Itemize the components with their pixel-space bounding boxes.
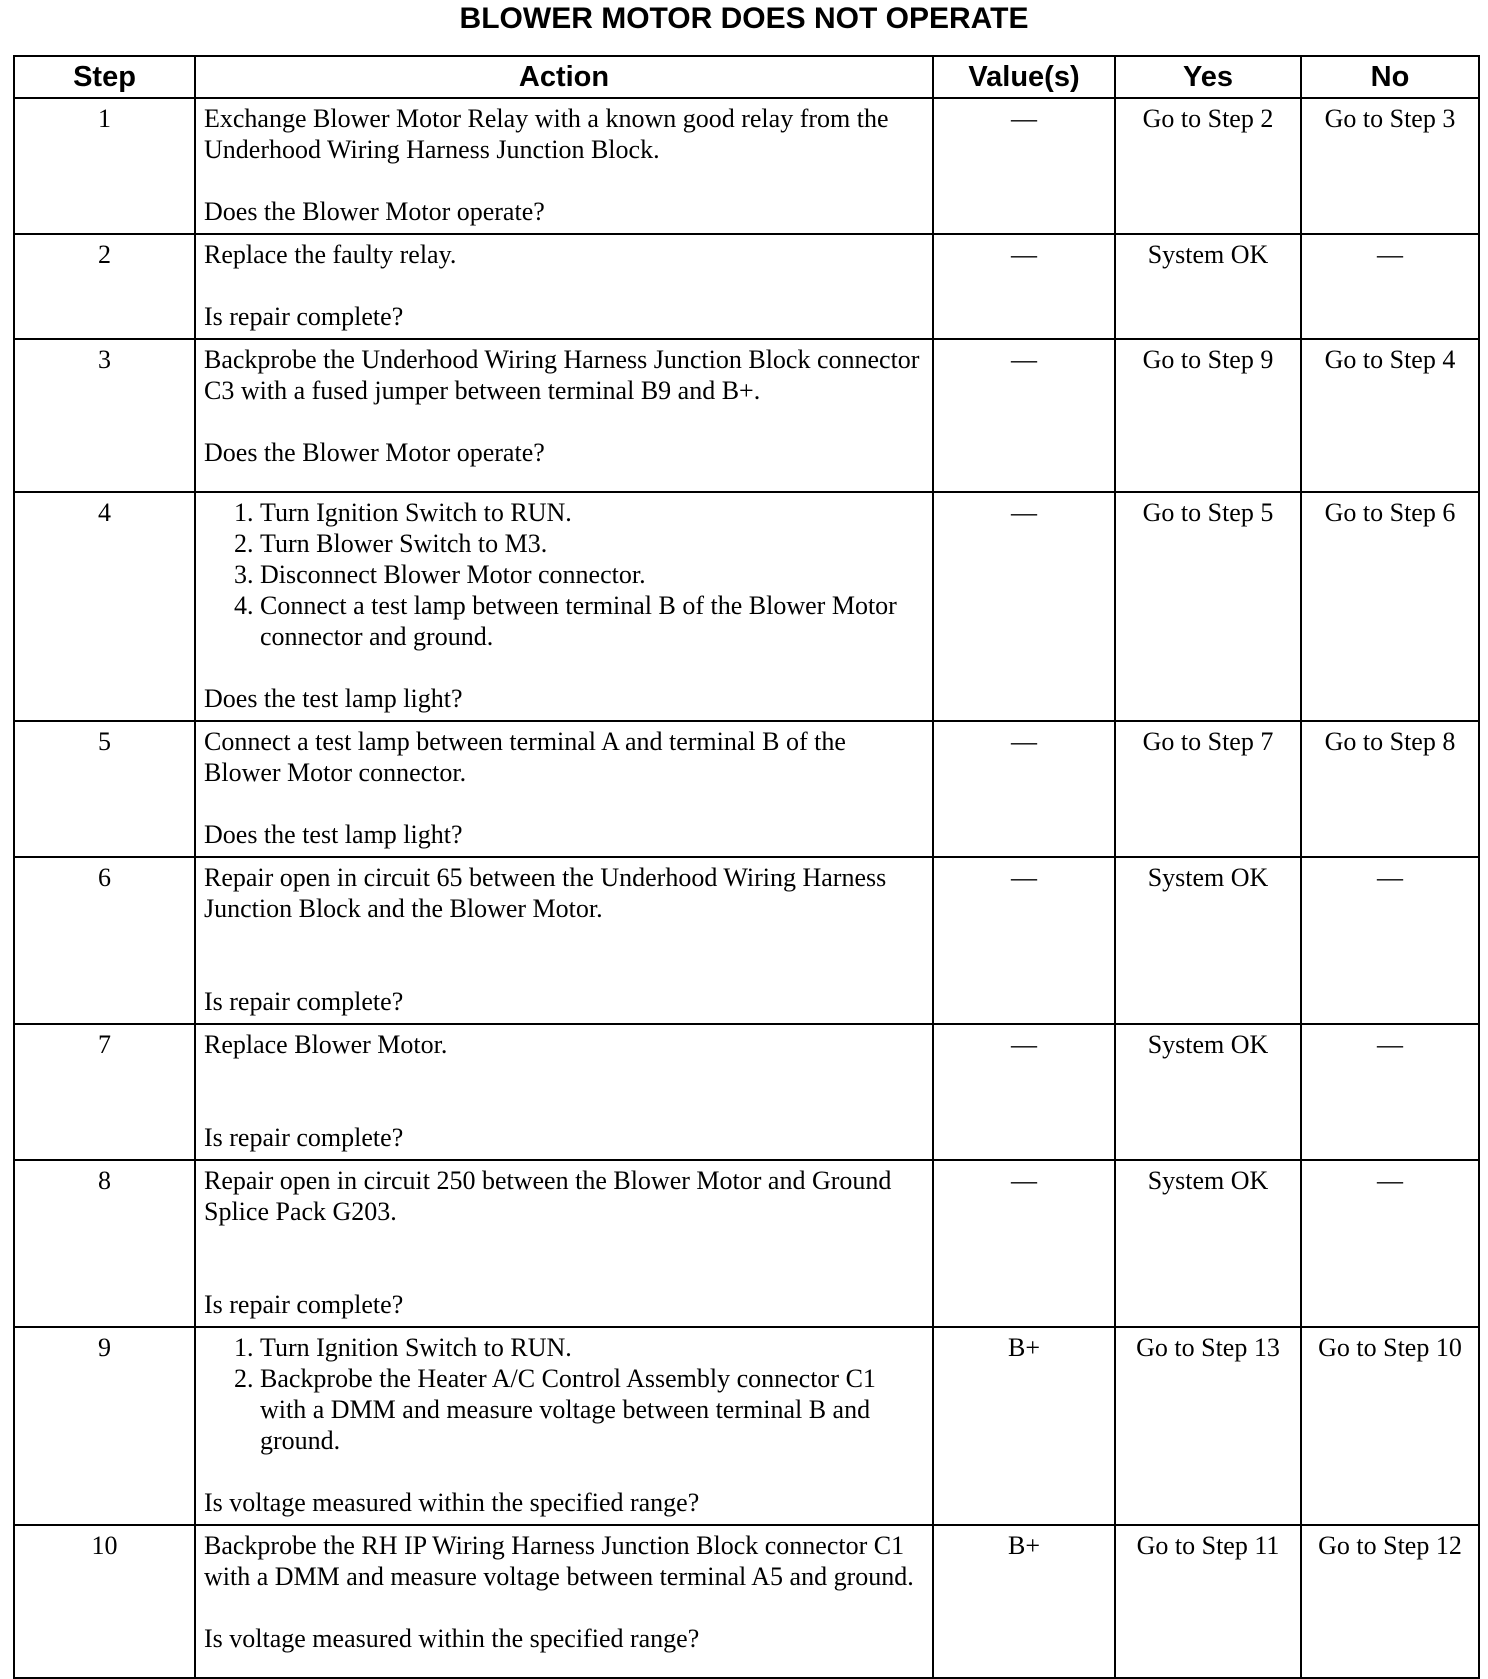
action-question: Is repair complete? [204,1290,404,1319]
table-header-row [14,56,1479,98]
action-content [204,726,924,850]
yes-result: System OK [1115,1160,1301,1327]
action-list-item: 1. Turn Ignition Switch to RUN. [260,497,924,528]
value-cell: — [933,234,1115,339]
table-row [14,1525,1479,1678]
header-values: Value(s) [933,56,1115,98]
action-list-item: 2. Turn Blower Switch to M3. [260,528,924,559]
action-text: Replace the faulty relay. [204,240,457,269]
no-result: Go to Step 3 [1301,98,1479,234]
action-gap [204,165,924,196]
step-number: 6 [14,857,195,1024]
yes-result: System OK [1115,1024,1301,1160]
value-cell: — [933,857,1115,1024]
action-gap [204,652,924,683]
action-content [204,862,924,1017]
action-cell [195,339,933,492]
action-content [204,1165,924,1320]
step-number: 9 [14,1327,195,1525]
diagnostic-table [13,55,1480,1679]
step-number: 8 [14,1160,195,1327]
action-list [204,497,924,652]
action-text: Repair open in circuit 65 between the Underhood Wiring Harness Junction Block and the Blower Motor. [204,863,887,923]
action-cell [195,1525,933,1678]
step-number: 10 [14,1525,195,1678]
value-cell: — [933,98,1115,234]
action-question: Does the test lamp light? [204,820,463,849]
action-text: Connect a test lamp between terminal A and terminal B of the Blower Motor connector. [204,727,846,787]
action-gap [204,1592,924,1623]
action-text: Backprobe the Underhood Wiring Harness Junction Block connector C3 with a fused jumper between terminal B9 and B+. [204,345,920,405]
table-row [14,234,1479,339]
action-gap [204,1456,924,1487]
action-content [204,497,924,714]
table-row [14,1024,1479,1160]
action-question: Does the test lamp light? [204,684,463,713]
action-text: Replace Blower Motor. [204,1030,448,1059]
value-cell: B+ [933,1327,1115,1525]
yes-result: System OK [1115,234,1301,339]
action-content [204,103,924,227]
action-content [204,1029,924,1153]
action-list [204,1332,924,1456]
no-result: Go to Step 8 [1301,721,1479,857]
header-step: Step [14,56,195,98]
no-result: Go to Step 6 [1301,492,1479,721]
yes-result: Go to Step 5 [1115,492,1301,721]
action-content [204,344,924,468]
action-cell [195,1327,933,1525]
value-cell: — [933,339,1115,492]
table-row [14,1327,1479,1525]
table-row [14,492,1479,721]
step-number: 2 [14,234,195,339]
step-number: 4 [14,492,195,721]
action-cell [195,721,933,857]
action-cell [195,98,933,234]
action-list-item: 4. Connect a test lamp between terminal B of the Blower Motor connector and ground. [260,590,924,652]
action-question: Is repair complete? [204,987,404,1016]
action-gap [204,270,924,301]
table-row [14,98,1479,234]
action-gap [204,788,924,819]
yes-result: Go to Step 9 [1115,339,1301,492]
action-question: Does the Blower Motor operate? [204,197,545,226]
action-content [204,239,924,332]
action-content [204,1332,924,1518]
no-result: — [1301,234,1479,339]
yes-result: System OK [1115,857,1301,1024]
header-action: Action [195,56,933,98]
action-question: Is repair complete? [204,302,404,331]
action-cell [195,1024,933,1160]
yes-result: Go to Step 7 [1115,721,1301,857]
table-row [14,721,1479,857]
action-question: Is repair complete? [204,1123,404,1152]
yes-result: Go to Step 13 [1115,1327,1301,1525]
yes-result: Go to Step 2 [1115,98,1301,234]
action-gap [204,1060,924,1122]
step-number: 7 [14,1024,195,1160]
action-list-item: 3. Disconnect Blower Motor connector. [260,559,924,590]
value-cell: — [933,1024,1115,1160]
action-question: Does the Blower Motor operate? [204,438,545,467]
yes-result: Go to Step 11 [1115,1525,1301,1678]
action-text: Backprobe the RH IP Wiring Harness Junction Block connector C1 with a DMM and measure voltage between terminal A5 and ground. [204,1531,914,1591]
header-no: No [1301,56,1479,98]
action-cell [195,492,933,721]
action-question: Is voltage measured within the specified range? [204,1624,700,1653]
no-result: — [1301,1160,1479,1327]
table-row [14,339,1479,492]
action-gap [204,406,924,437]
no-result: Go to Step 12 [1301,1525,1479,1678]
no-result: — [1301,1024,1479,1160]
table-row [14,1160,1479,1327]
page-title: BLOWER MOTOR DOES NOT OPERATE [459,2,1029,35]
action-question: Is voltage measured within the specified range? [204,1488,700,1517]
step-number: 5 [14,721,195,857]
action-cell [195,234,933,339]
action-content [204,1530,924,1654]
action-cell [195,1160,933,1327]
action-text: Exchange Blower Motor Relay with a known good relay from the Underhood Wiring Harness Junction Block. [204,104,889,164]
no-result: Go to Step 4 [1301,339,1479,492]
action-gap [204,1227,924,1289]
step-number: 1 [14,98,195,234]
action-cell [195,857,933,1024]
action-list-item: 2. Backprobe the Heater A/C Control Assembly connector C1 with a DMM and measure voltage between terminal B and ground. [260,1363,924,1456]
value-cell: — [933,1160,1115,1327]
value-cell: — [933,721,1115,857]
header-yes: Yes [1115,56,1301,98]
no-result: Go to Step 10 [1301,1327,1479,1525]
table-row [14,857,1479,1024]
action-text: Repair open in circuit 250 between the Blower Motor and Ground Splice Pack G203. [204,1166,892,1226]
value-cell: B+ [933,1525,1115,1678]
action-list-item: 1. Turn Ignition Switch to RUN. [260,1332,924,1363]
action-gap [204,924,924,986]
value-cell: — [933,492,1115,721]
no-result: — [1301,857,1479,1024]
step-number: 3 [14,339,195,492]
